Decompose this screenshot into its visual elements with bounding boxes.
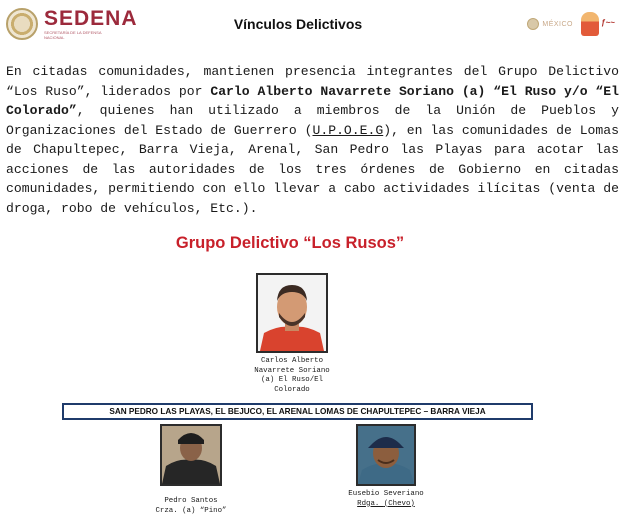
document-header xyxy=(0,0,637,52)
gobierno-mexico-logo xyxy=(527,18,573,30)
leader-alias-line-1: (a) El Ruso/El xyxy=(260,376,324,384)
location-bar: SAN PEDRO LAS PLAYAS, EL BEJUCO, EL ARENAL LOMAS DE CHAPULTEPEC – BARRA VIEJA xyxy=(62,403,533,420)
member-alias-value-eusebio: (Chevo) xyxy=(383,499,415,508)
sedena-logo xyxy=(6,8,138,40)
right-logos xyxy=(527,10,629,38)
sedena-subtitle: SECRETARÍA DE LA DEFENSA NACIONAL xyxy=(44,30,102,40)
member-name-eusebio: Eusebio Severiano xyxy=(348,490,424,498)
badge-text-graphic: ƒ~~ xyxy=(601,18,615,27)
paragraph-text-2: , quienes han utilizado a miembros de la Unión de Pueblos y Organizaciones del Estado de Guerrero ( xyxy=(6,103,619,138)
leader-name-bold: Carlo Alberto Navarrete Soriano (a) “El Ruso y/o “El Colorado” xyxy=(6,83,620,118)
leader-name-line-1: Carlos Alberto xyxy=(260,357,324,365)
member-alias-prefix-pedro: Crza. (a) xyxy=(155,506,200,515)
member-alias-pedro xyxy=(128,507,254,517)
mexico-emblem-icon xyxy=(527,18,539,30)
group-title: Grupo Delictivo “Los Rusos” xyxy=(175,234,405,252)
member-alias-eusebio xyxy=(326,500,446,510)
paragraph-text-3: ), en las comunidades de Lomas de Chapultepec, Barra Vieja, Arenal, San Pedro las Playas para acotar las acciones de las autoridades de los tres órdenes de Gobierno en citadas comunidades, permitiendo con ello llevar a cabo actividades ilícitas (venta de droga, robo de vehículos, Etc.). xyxy=(6,122,619,216)
sedena-logo-text xyxy=(44,8,138,40)
member-caption-eusebio xyxy=(326,490,446,509)
leader-name-line-2: Navarrete Soriano xyxy=(254,366,330,375)
paragraph-text-1: En citadas comunidades, mantienen presencia integrantes del Grupo Delictivo “Los Ruso”, liderados por xyxy=(6,64,619,99)
badge-figure-icon xyxy=(581,12,599,36)
intro-paragraph xyxy=(6,62,619,218)
member-alias-value-pedro: “Pino” xyxy=(199,506,227,515)
mexico-wordmark: MÉXICO xyxy=(542,20,573,28)
leader-caption xyxy=(230,357,354,395)
leader-alias-line-2: Colorado xyxy=(274,385,310,394)
page-title: Vínculos Delictivos xyxy=(233,16,363,32)
member-photo-pedro xyxy=(160,424,222,486)
member-alias-prefix-eusebio: Rdga. xyxy=(357,499,384,508)
leader-portrait-graphic xyxy=(258,275,326,351)
member-name-pedro: Pedro Santos xyxy=(164,497,218,505)
campaign-badge-logo xyxy=(581,10,629,38)
member-caption-pedro xyxy=(128,497,254,516)
national-emblem-icon xyxy=(6,8,38,40)
upoeg-acronym: U.P.O.E.G xyxy=(312,122,384,138)
member-portrait-graphic xyxy=(162,426,220,484)
leader-photo xyxy=(256,273,328,353)
member-portrait-graphic xyxy=(358,426,414,484)
sedena-wordmark: SEDENA xyxy=(44,7,138,30)
member-photo-eusebio xyxy=(356,424,416,486)
